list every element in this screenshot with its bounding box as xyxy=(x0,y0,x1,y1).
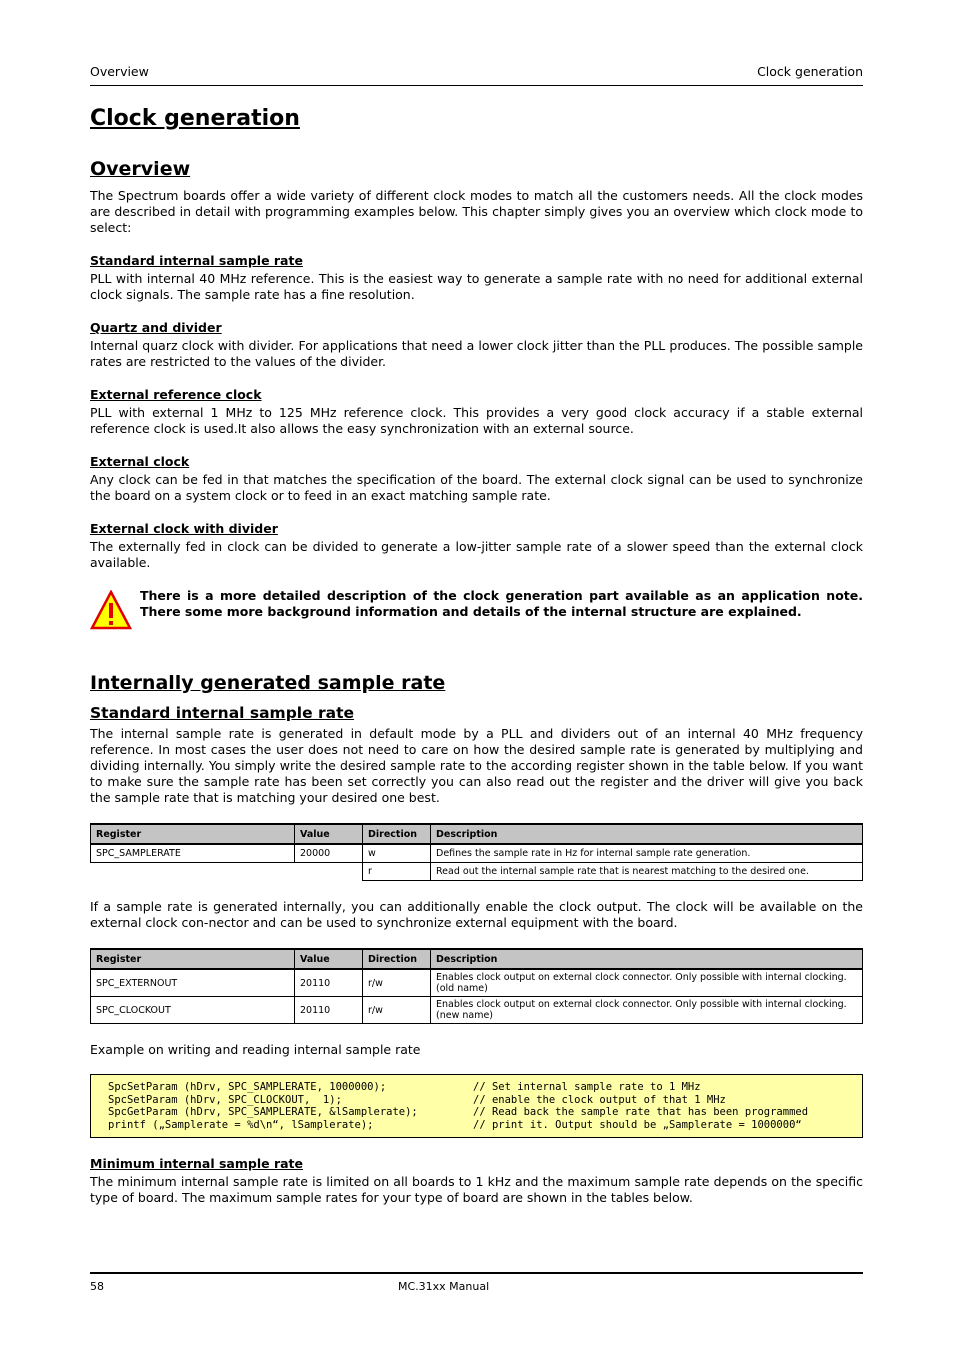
code-line xyxy=(108,1081,862,1094)
column-header: Value xyxy=(295,949,363,969)
overview-item-title: Standard internal sample rate xyxy=(90,253,303,268)
table-row xyxy=(91,863,863,881)
overview-item-text: Any clock can be fed in that matches the specification of the board. The external clock signal can be used to synchronize the board on a system clock or to feed in an exact matching sample rate. xyxy=(90,472,863,503)
header-chapter: Clock generation xyxy=(757,64,863,79)
note-box xyxy=(90,588,863,630)
table-cell xyxy=(91,863,295,881)
internal-heading: Internally generated sample rate xyxy=(90,672,446,694)
internal-para-1: The internal sample rate is generated in default mode by a PLL and dividers out of an internal 40 MHz frequency reference. In most cases the user does not need to care on how the desired sample rate is generated by multiplying and dividing internally. You simply write the desired sample rate to the according register shown in the table below. If you want to make sure the sample rate has been set correctly you can also read out the register and the driver will give you back the sample rate that is matching your desired one best. xyxy=(90,726,863,805)
table-cell: Defines the sample rate in Hz for internal sample rate generation. xyxy=(431,844,863,863)
warning-icon xyxy=(90,590,132,630)
internal-para-2: If a sample rate is generated internally, you can additionally enable the clock output. The clock will be available on the external clock con-nector and can be used to synchronize external equipment with the board. xyxy=(90,899,863,930)
table-cell: 20110 xyxy=(295,969,363,997)
overview-item-text: Internal quarz clock with divider. For applications that need a lower clock jitter than the PLL produces. The possible sample rates are restricted to the values of the divider. xyxy=(90,338,863,369)
internal-sub-heading: Standard internal sample rate xyxy=(90,704,355,722)
header-section: Overview xyxy=(90,64,149,79)
register-table-clockout xyxy=(90,948,863,1024)
table-cell: 20000 xyxy=(295,844,363,863)
table-cell: r xyxy=(363,863,431,881)
running-header xyxy=(90,63,863,86)
column-header: Register xyxy=(91,949,295,969)
table-cell: SPC_SAMPLERATE xyxy=(91,844,295,863)
code-comment: // enable the clock output of that 1 MHz xyxy=(473,1093,726,1106)
column-header: Value xyxy=(295,824,363,844)
table-row xyxy=(91,844,863,863)
column-header: Description xyxy=(431,949,863,969)
table-header-row xyxy=(91,824,863,844)
overview-item-title: External reference clock xyxy=(90,387,262,402)
code-comment: // print it. Output should be „Samplerate = 1000000“ xyxy=(473,1118,802,1131)
table-row xyxy=(91,997,863,1024)
page-title: Clock generation xyxy=(90,106,300,131)
code-statement: printf („Samplerate = %d\n“, lSamplerate); xyxy=(108,1118,374,1131)
table-cell: SPC_CLOCKOUT xyxy=(91,997,295,1024)
register-table-samplerate xyxy=(90,823,863,881)
code-line xyxy=(108,1119,862,1132)
code-statement: SpcSetParam (hDrv, SPC_SAMPLERATE, 1000000); xyxy=(108,1081,387,1093)
overview-item-title: External clock xyxy=(90,454,190,469)
content xyxy=(90,104,863,1223)
code-line xyxy=(108,1094,862,1107)
code-example xyxy=(90,1074,863,1138)
column-header: Register xyxy=(91,824,295,844)
column-header: Description xyxy=(431,824,863,844)
overview-intro: The Spectrum boards offer a wide variety of different clock modes to match all the customers needs. All the clock modes are described in detail with programming examples below. This chapter simply gives you an overview which clock mode to select: xyxy=(90,188,863,235)
page-number: 58 xyxy=(90,1280,104,1293)
column-header: Direction xyxy=(363,824,431,844)
page xyxy=(90,0,863,1351)
code-statement: SpcGetParam (hDrv, SPC_SAMPLERATE, &lSamplerate); xyxy=(108,1106,418,1118)
table-cell: Enables clock output on external clock connector. Only possible with internal clocking. (new name) xyxy=(431,997,863,1024)
code-statement: SpcSetParam (hDrv, SPC_CLOCKOUT, 1); xyxy=(108,1093,342,1106)
column-header: Direction xyxy=(363,949,431,969)
running-footer xyxy=(90,1272,863,1293)
table-cell: 20110 xyxy=(295,997,363,1024)
overview-item-title: Quartz and divider xyxy=(90,320,222,335)
min-rate-text: The minimum internal sample rate is limited on all boards to 1 kHz and the maximum sample rate depends on the specific type of board. The maximum sample rates for your type of board are shown in the tables below. xyxy=(90,1174,863,1205)
overview-item-title: External clock with divider xyxy=(90,521,278,536)
code-comment: // Set internal sample rate to 1 MHz xyxy=(473,1081,701,1093)
table-cell xyxy=(295,863,363,881)
example-label: Example on writing and reading internal sample rate xyxy=(90,1042,421,1057)
table-row xyxy=(91,969,863,997)
overview-item-text: PLL with external 1 MHz to 125 MHz reference clock. This provides a very good clock accuracy if a stable external reference clock is used.It also allows the easy synchronization with an external source. xyxy=(90,405,863,436)
note-text: There is a more detailed description of the clock generation part available as an application note. There some more background information and details of the internal structure are explained. xyxy=(140,588,863,619)
code-comment: // Read back the sample rate that has been programmed xyxy=(473,1106,809,1118)
min-rate-title: Minimum internal sample rate xyxy=(90,1156,303,1171)
table-cell: Enables clock output on external clock connector. Only possible with internal clocking. (old name) xyxy=(431,969,863,997)
overview-heading: Overview xyxy=(90,158,191,180)
table-cell: w xyxy=(363,844,431,863)
table-cell: r/w xyxy=(363,969,431,997)
overview-item-text: PLL with internal 40 MHz reference. This is the easiest way to generate a sample rate with no need for additional external clock signals. The sample rate has a fine resolution. xyxy=(90,271,863,302)
table-cell: Read out the internal sample rate that is nearest matching to the desired one. xyxy=(431,863,863,881)
overview-item-text: The externally fed in clock can be divided to generate a low-jitter sample rate of a slower speed than the external clock available. xyxy=(90,539,863,570)
manual-name: MC.31xx Manual xyxy=(398,1280,490,1293)
table-cell: r/w xyxy=(363,997,431,1024)
table-header-row xyxy=(91,949,863,969)
code-line xyxy=(108,1106,862,1119)
table-cell: SPC_EXTERNOUT xyxy=(91,969,295,997)
